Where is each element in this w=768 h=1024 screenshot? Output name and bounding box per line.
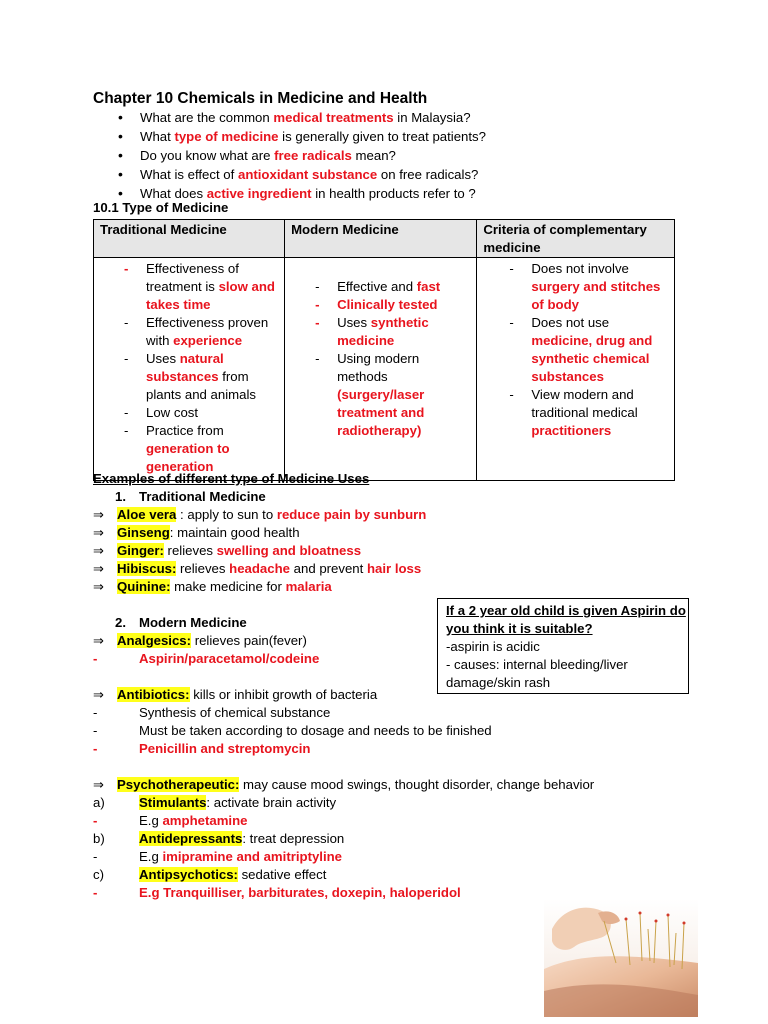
table-row (94, 258, 675, 481)
list-item: - Does not involve surgery and stitches of body (481, 260, 670, 314)
list-item: - Synthesis of chemical substance (93, 705, 331, 720)
list-item: - E.g amphetamine (93, 813, 248, 828)
list-item: - Does not use medicine, drug and synthetic chemical substances (481, 314, 670, 386)
list-item: • What is effect of antioxidant substance on free radicals? (118, 165, 486, 184)
table-header-row (94, 220, 675, 258)
examples-title: Examples of different type of Medicine Uses (93, 471, 370, 486)
cell-modern (285, 258, 477, 481)
traditional-heading: 1. Traditional Medicine (115, 489, 266, 504)
header-complementary: Criteria of complementary medicine (477, 220, 675, 258)
list-item: ⇒ Antibiotics: kills or inhibit growth of bacteria (93, 687, 378, 702)
box-answer-1: -aspirin is acidic (446, 639, 540, 654)
list-item: • What type of medicine is generally given to treat patients? (118, 127, 486, 146)
list-item: - View modern and traditional medical practitioners (481, 386, 670, 440)
list-item: ⇒ Quinine: make medicine for malaria (93, 579, 332, 594)
header-modern: Modern Medicine (285, 220, 477, 258)
list-item: - Uses synthetic medicine (289, 314, 472, 350)
list-item: ⇒ Aloe vera : apply to sun to reduce pain by sunburn (93, 507, 427, 522)
list-item: - Uses natural substances from plants and animals (98, 350, 280, 404)
list-item: a) Stimulants: activate brain activity (93, 795, 337, 810)
list-item: ⇒ Hibiscus: relieves headache and prevent hair loss (93, 561, 422, 576)
list-item: ⇒ Ginseng: maintain good health (93, 525, 300, 540)
list-item: ⇒ Psychotherapeutic: may cause mood swings, thought disorder, change behavior (93, 777, 595, 792)
list-item: - E.g imipramine and amitriptyline (93, 849, 343, 864)
modern-heading: 2. Modern Medicine (115, 615, 247, 630)
list-item: - Practice from generation to generation (98, 422, 280, 476)
list-item: - Effective and fast (289, 278, 472, 296)
aspirin-question-box (437, 598, 689, 694)
list-item: • What are the common medical treatments in Malaysia? (118, 108, 486, 127)
list-item: - E.g Tranquilliser, barbiturates, doxepin, haloperidol (93, 885, 461, 900)
list-item: - Using modern methods (surgery/laser treatment and radiotherapy) (289, 350, 472, 440)
list-item: - Effectiveness of treatment is slow and takes time (98, 260, 280, 314)
list-item: c) Antipsychotics: sedative effect (93, 867, 327, 882)
page-title: Chapter 10 Chemicals in Medicine and Health (93, 90, 428, 107)
acupuncture-photo (544, 899, 698, 1017)
list-item: • Do you know what are free radicals mean? (118, 146, 486, 165)
question-list (118, 108, 486, 203)
medicine-type-table (93, 219, 675, 481)
list-item: - Must be taken according to dosage and needs to be finished (93, 723, 492, 738)
list-item: - Low cost (98, 404, 280, 422)
list-item: - Aspirin/paracetamol/codeine (93, 651, 320, 666)
list-item: • What does active ingredient in health products refer to ? (118, 184, 486, 203)
cell-traditional (94, 258, 285, 481)
list-item: - Effectiveness proven with experience (98, 314, 280, 350)
acupuncture-image (544, 899, 698, 1017)
list-item: - Penicillin and streptomycin (93, 741, 311, 756)
cell-complementary (477, 258, 675, 481)
list-item: ⇒ Ginger: relieves swelling and bloatness (93, 543, 362, 558)
box-question: If a 2 year old child is given Aspirin do you think it is suitable? (446, 603, 686, 636)
box-answer-2: - causes: internal bleeding/liver damage/skin rash (446, 657, 628, 690)
section-title: 10.1 Type of Medicine (93, 200, 229, 215)
list-item: - Clinically tested (289, 296, 472, 314)
list-item: b) Antidepressants: treat depression (93, 831, 345, 846)
header-traditional: Traditional Medicine (94, 220, 285, 258)
list-item: ⇒ Analgesics: relieves pain(fever) (93, 633, 307, 648)
